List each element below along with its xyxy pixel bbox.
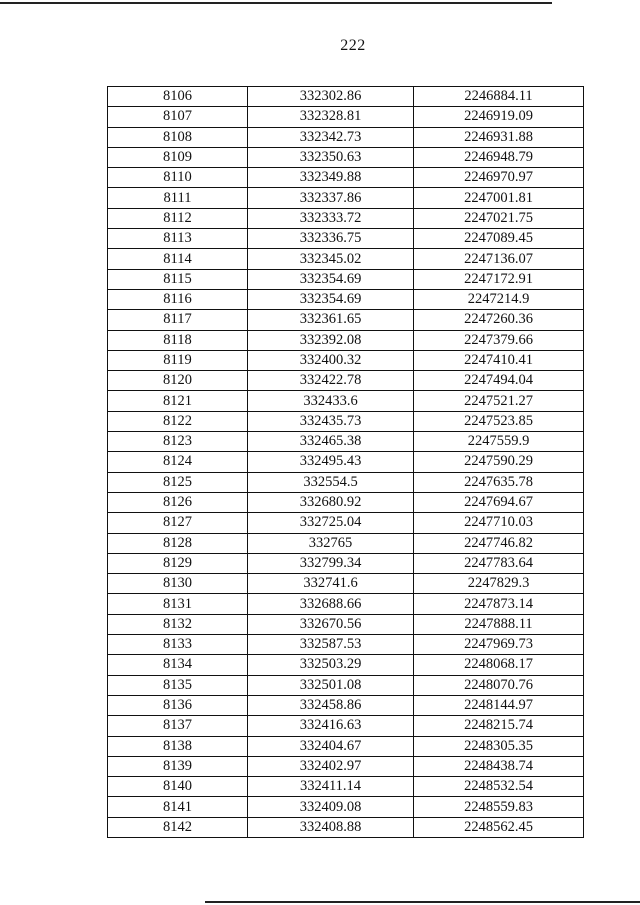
table-row [108,797,584,817]
x-coordinate-cell: 332422.78 [248,371,414,391]
point-number-cell: 8121 [108,391,248,411]
point-number-cell: 8142 [108,817,248,837]
x-coordinate-cell: 332501.08 [248,675,414,695]
table-row [108,208,584,228]
x-coordinate-cell: 332741.6 [248,574,414,594]
x-coordinate-cell: 332400.32 [248,350,414,370]
point-number-cell: 8135 [108,675,248,695]
point-number-cell: 8139 [108,756,248,776]
x-coordinate-cell: 332725.04 [248,513,414,533]
point-number-cell: 8123 [108,432,248,452]
table-row [108,391,584,411]
x-coordinate-cell: 332350.63 [248,147,414,167]
point-number-cell: 8110 [108,168,248,188]
y-coordinate-cell: 2247136.07 [414,249,584,269]
point-number-cell: 8124 [108,452,248,472]
table-row [108,736,584,756]
y-coordinate-cell: 2248068.17 [414,655,584,675]
point-number-cell: 8114 [108,249,248,269]
y-coordinate-cell: 2247873.14 [414,594,584,614]
table-row [108,87,584,107]
x-coordinate-cell: 332328.81 [248,107,414,127]
point-number-cell: 8130 [108,574,248,594]
x-coordinate-cell: 332465.38 [248,432,414,452]
table-row [108,249,584,269]
point-number-cell: 8132 [108,614,248,634]
point-number-cell: 8116 [108,289,248,309]
table-row [108,147,584,167]
coordinates-table-body [108,87,584,838]
y-coordinate-cell: 2247089.45 [414,229,584,249]
x-coordinate-cell: 332337.86 [248,188,414,208]
y-coordinate-cell: 2246948.79 [414,147,584,167]
point-number-cell: 8107 [108,107,248,127]
table-row [108,472,584,492]
y-coordinate-cell: 2248532.54 [414,777,584,797]
y-coordinate-cell: 2247635.78 [414,472,584,492]
point-number-cell: 8129 [108,553,248,573]
x-coordinate-cell: 332416.63 [248,716,414,736]
x-coordinate-cell: 332587.53 [248,635,414,655]
table-row [108,533,584,553]
x-coordinate-cell: 332361.65 [248,310,414,330]
point-number-cell: 8141 [108,797,248,817]
y-coordinate-cell: 2247694.67 [414,492,584,512]
x-coordinate-cell: 332688.66 [248,594,414,614]
point-number-cell: 8137 [108,716,248,736]
x-coordinate-cell: 332392.08 [248,330,414,350]
table-row [108,614,584,634]
table-row [108,635,584,655]
y-coordinate-cell: 2248559.83 [414,797,584,817]
point-number-cell: 8128 [108,533,248,553]
x-coordinate-cell: 332435.73 [248,411,414,431]
table-row [108,432,584,452]
table-row [108,695,584,715]
table-row [108,655,584,675]
point-number-cell: 8140 [108,777,248,797]
y-coordinate-cell: 2246884.11 [414,87,584,107]
point-number-cell: 8138 [108,736,248,756]
y-coordinate-cell: 2247214.9 [414,289,584,309]
x-coordinate-cell: 332409.08 [248,797,414,817]
x-coordinate-cell: 332354.69 [248,269,414,289]
x-coordinate-cell: 332680.92 [248,492,414,512]
table-row [108,188,584,208]
x-coordinate-cell: 332342.73 [248,127,414,147]
coordinates-table [107,86,584,838]
y-coordinate-cell: 2247172.91 [414,269,584,289]
y-coordinate-cell: 2247021.75 [414,208,584,228]
table-row [108,229,584,249]
table-row [108,817,584,837]
y-coordinate-cell: 2248305.35 [414,736,584,756]
y-coordinate-cell: 2247829.3 [414,574,584,594]
y-coordinate-cell: 2247523.85 [414,411,584,431]
y-coordinate-cell: 2247590.29 [414,452,584,472]
x-coordinate-cell: 332345.02 [248,249,414,269]
point-number-cell: 8131 [108,594,248,614]
point-number-cell: 8111 [108,188,248,208]
point-number-cell: 8108 [108,127,248,147]
x-coordinate-cell: 332302.86 [248,87,414,107]
y-coordinate-cell: 2247001.81 [414,188,584,208]
point-number-cell: 8115 [108,269,248,289]
point-number-cell: 8112 [108,208,248,228]
point-number-cell: 8120 [108,371,248,391]
point-number-cell: 8136 [108,695,248,715]
x-coordinate-cell: 332670.56 [248,614,414,634]
x-coordinate-cell: 332336.75 [248,229,414,249]
y-coordinate-cell: 2246970.97 [414,168,584,188]
table-row [108,127,584,147]
y-coordinate-cell: 2248144.97 [414,695,584,715]
y-coordinate-cell: 2247410.41 [414,350,584,370]
point-number-cell: 8127 [108,513,248,533]
x-coordinate-cell: 332402.97 [248,756,414,776]
y-coordinate-cell: 2247969.73 [414,635,584,655]
point-number-cell: 8119 [108,350,248,370]
x-coordinate-cell: 332411.14 [248,777,414,797]
table-row [108,513,584,533]
y-coordinate-cell: 2246931.88 [414,127,584,147]
table-row [108,289,584,309]
y-coordinate-cell: 2247559.9 [414,432,584,452]
y-coordinate-cell: 2247783.64 [414,553,584,573]
point-number-cell: 8113 [108,229,248,249]
y-coordinate-cell: 2248070.76 [414,675,584,695]
point-number-cell: 8118 [108,330,248,350]
y-coordinate-cell: 2248562.45 [414,817,584,837]
point-number-cell: 8133 [108,635,248,655]
table-row [108,310,584,330]
y-coordinate-cell: 2247260.36 [414,310,584,330]
y-coordinate-cell: 2247888.11 [414,614,584,634]
table-row [108,492,584,512]
table-row [108,716,584,736]
y-coordinate-cell: 2247379.66 [414,330,584,350]
point-number-cell: 8106 [108,87,248,107]
y-coordinate-cell: 2247494.04 [414,371,584,391]
point-number-cell: 8122 [108,411,248,431]
point-number-cell: 8109 [108,147,248,167]
table-row [108,574,584,594]
x-coordinate-cell: 332458.86 [248,695,414,715]
y-coordinate-cell: 2248438.74 [414,756,584,776]
y-coordinate-cell: 2247746.82 [414,533,584,553]
table-row [108,107,584,127]
x-coordinate-cell: 332408.88 [248,817,414,837]
page-edge-top [0,2,552,4]
table-row [108,777,584,797]
y-coordinate-cell: 2247710.03 [414,513,584,533]
x-coordinate-cell: 332554.5 [248,472,414,492]
x-coordinate-cell: 332799.34 [248,553,414,573]
point-number-cell: 8117 [108,310,248,330]
y-coordinate-cell: 2248215.74 [414,716,584,736]
x-coordinate-cell: 332433.6 [248,391,414,411]
table-row [108,269,584,289]
table-row [108,675,584,695]
point-number-cell: 8134 [108,655,248,675]
x-coordinate-cell: 332503.29 [248,655,414,675]
table-row [108,594,584,614]
point-number-cell: 8126 [108,492,248,512]
table-row [108,553,584,573]
x-coordinate-cell: 332354.69 [248,289,414,309]
x-coordinate-cell: 332333.72 [248,208,414,228]
table-row [108,452,584,472]
x-coordinate-cell: 332349.88 [248,168,414,188]
page-edge-bottom [205,901,640,903]
y-coordinate-cell: 2247521.27 [414,391,584,411]
table-row [108,756,584,776]
table-row [108,168,584,188]
x-coordinate-cell: 332404.67 [248,736,414,756]
table-row [108,330,584,350]
table-row [108,371,584,391]
x-coordinate-cell: 332765 [248,533,414,553]
point-number-cell: 8125 [108,472,248,492]
table-row [108,350,584,370]
y-coordinate-cell: 2246919.09 [414,107,584,127]
page-number: 222 [340,37,366,54]
table-row [108,411,584,431]
x-coordinate-cell: 332495.43 [248,452,414,472]
